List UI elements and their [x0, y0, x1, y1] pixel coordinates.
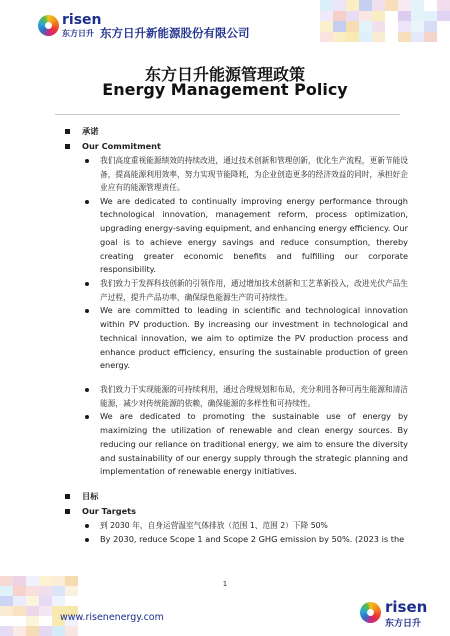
section-heading	[56, 140, 408, 154]
policy-title-cn: 东方日升能源管理政策	[144, 65, 305, 84]
mosaic-tile	[346, 21, 359, 32]
mosaic-tile	[346, 11, 359, 22]
square-bullet-icon	[65, 509, 70, 514]
round-bullet-icon	[85, 388, 89, 392]
round-bullet-icon	[85, 538, 89, 542]
mosaic-tile	[411, 32, 424, 43]
mosaic-tile	[398, 11, 411, 22]
sun-icon	[38, 15, 59, 36]
mosaic-tile	[320, 11, 333, 22]
mosaic-tile	[39, 616, 52, 626]
bullet-paragraph	[56, 277, 408, 304]
mosaic-tile	[372, 32, 385, 43]
mosaic-tile	[437, 0, 450, 11]
company-name: 东方日升新能源股份有限公司	[100, 26, 250, 40]
decorative-mosaic-top-right	[320, 0, 450, 42]
mosaic-tile	[372, 11, 385, 22]
mosaic-tile	[52, 596, 65, 606]
mosaic-tile	[411, 0, 424, 11]
mosaic-tile	[398, 32, 411, 43]
mosaic-tile	[0, 616, 13, 626]
square-bullet-icon	[65, 144, 70, 149]
mosaic-tile	[320, 0, 333, 11]
mosaic-tile	[346, 32, 359, 43]
mosaic-tile	[424, 21, 437, 32]
mosaic-tile	[333, 21, 346, 32]
bullet-paragraph	[56, 154, 408, 195]
paragraph-text: We are dedicated to promoting the sustainable use of energy by maximizing the utilization of renewable and clean energy sources. By reducing our reliance on traditional energy, we aim to ensure the diversity and sustainability of our energy supply through the strategic planning and implementation of renewable energy initiatives.	[100, 411, 408, 477]
mosaic-tile	[411, 21, 424, 32]
paragraph-text: 到 2030 年，自身运营温室气体排放（范围 1、范围 2）下降 50%	[100, 521, 328, 531]
title-divider	[55, 114, 400, 115]
bullet-paragraph	[56, 519, 408, 533]
mosaic-tile	[333, 11, 346, 22]
mosaic-tile	[385, 11, 398, 22]
mosaic-tile	[359, 11, 372, 22]
mosaic-tile	[65, 596, 78, 606]
section-heading	[56, 505, 408, 519]
page-header	[0, 0, 450, 42]
mosaic-tile	[65, 626, 78, 636]
paragraph-text: We are committed to leading in scientific and technological innovation within PV production. By increasing our investment in technological and technical innovation, we aim to optimize the PV production process and enhance product efficiency, ensuring the sustainable production of green energy.	[100, 305, 408, 371]
square-bullet-icon	[65, 129, 70, 134]
mosaic-tile	[0, 626, 13, 636]
bullet-paragraph	[56, 304, 408, 373]
mosaic-tile	[26, 606, 39, 616]
bullet-paragraph	[56, 383, 408, 410]
section-spacer	[56, 479, 408, 489]
mosaic-tile	[26, 626, 39, 636]
paragraph-text: 我们高度重视能源绩效的持续改进，通过技术创新和管理创新，优化生产流程，更新节能设备，提高能源利用效率，努力实现节能降耗，为企业创造更多的经济效益的同时，承担好企业应有的能源管理责任。	[100, 156, 408, 192]
policy-body	[56, 124, 408, 547]
paragraph-text: We are dedicated to continually improving energy performance through technological innovation, management reform, process optimization, upgrading energy-saving equipment, and enhancing energy efficiency. Our goal is to achieve energy savings and reduce consumption, thereby creating greater economic benefits and fulfilling our corporate responsibility.	[100, 195, 408, 275]
bullet-paragraph	[56, 533, 408, 547]
paragraph-text: 我们致力于发挥科技创新的引领作用，通过增加技术创新和工艺革新投入，改进光伏产品生产过程，提升产品功率，确保绿色能源生产的可持续性。	[100, 279, 408, 302]
paragraph-text: By 2030, reduce Scope 1 and Scope 2 GHG emission by 50%. (2023 is the	[100, 533, 405, 544]
bullet-paragraph	[56, 195, 408, 278]
footer-risen-logo	[360, 600, 430, 630]
mosaic-tile	[372, 21, 385, 32]
mosaic-tile	[398, 0, 411, 11]
mosaic-tile	[320, 32, 333, 43]
mosaic-tile	[398, 21, 411, 32]
paragraph-text: 目标	[82, 491, 99, 502]
mosaic-tile	[437, 11, 450, 22]
mosaic-tile	[437, 21, 450, 32]
mosaic-tile	[411, 11, 424, 22]
mosaic-tile	[359, 21, 372, 32]
mosaic-tile	[385, 0, 398, 11]
paragraph-text: 承诺	[82, 126, 99, 136]
round-bullet-icon	[85, 415, 89, 419]
square-bullet-icon	[65, 494, 70, 499]
section-heading	[56, 125, 408, 139]
mosaic-tile	[424, 32, 437, 43]
mosaic-tile	[52, 626, 65, 636]
mosaic-tile	[0, 606, 13, 616]
logo-brand-cn: 东方日升	[62, 29, 94, 38]
paragraph-text: Our Targets	[82, 505, 136, 516]
mosaic-tile	[424, 11, 437, 22]
mosaic-tile	[26, 596, 39, 606]
sun-icon	[360, 602, 381, 623]
round-bullet-icon	[85, 282, 89, 286]
section-spacer	[56, 373, 408, 383]
mosaic-tile	[13, 596, 26, 606]
mosaic-tile	[385, 21, 398, 32]
paragraph-text: 我们致力于实现能源的可持续利用，通过合理规划和布局，充分利用各种可再生能源和清洁能源，减少对传统能源的依赖，确保能源的多样性和可持续性。	[100, 385, 408, 408]
mosaic-tile	[39, 626, 52, 636]
footer-brand-en: risen	[385, 598, 428, 616]
mosaic-tile	[385, 32, 398, 43]
page-number: 1	[222, 580, 228, 588]
mosaic-tile	[13, 606, 26, 616]
round-bullet-icon	[85, 309, 89, 313]
footer-website-link[interactable]: www.risenenergy.com	[60, 612, 164, 623]
round-bullet-icon	[85, 200, 89, 204]
mosaic-tile	[26, 616, 39, 626]
mosaic-tile	[39, 606, 52, 616]
mosaic-tile	[13, 626, 26, 636]
paragraph-text: Our Commitment	[82, 140, 161, 151]
mosaic-tile	[359, 32, 372, 43]
mosaic-tile	[39, 596, 52, 606]
mosaic-tile	[0, 596, 13, 606]
mosaic-tile	[424, 0, 437, 11]
mosaic-tile	[346, 0, 359, 11]
mosaic-tile	[320, 21, 333, 32]
mosaic-tile	[359, 0, 372, 11]
policy-title-en: Energy Management Policy	[102, 80, 348, 99]
mosaic-tile	[437, 32, 450, 43]
round-bullet-icon	[85, 159, 89, 163]
mosaic-tile	[372, 0, 385, 11]
bullet-paragraph	[56, 410, 408, 479]
logo-brand-en: risen	[62, 12, 102, 28]
round-bullet-icon	[85, 524, 89, 528]
mosaic-tile	[333, 32, 346, 43]
mosaic-tile	[333, 0, 346, 11]
section-heading	[56, 490, 408, 504]
mosaic-tile	[13, 616, 26, 626]
footer-brand-cn: 东方日升	[385, 619, 422, 629]
risen-logo	[38, 12, 102, 40]
